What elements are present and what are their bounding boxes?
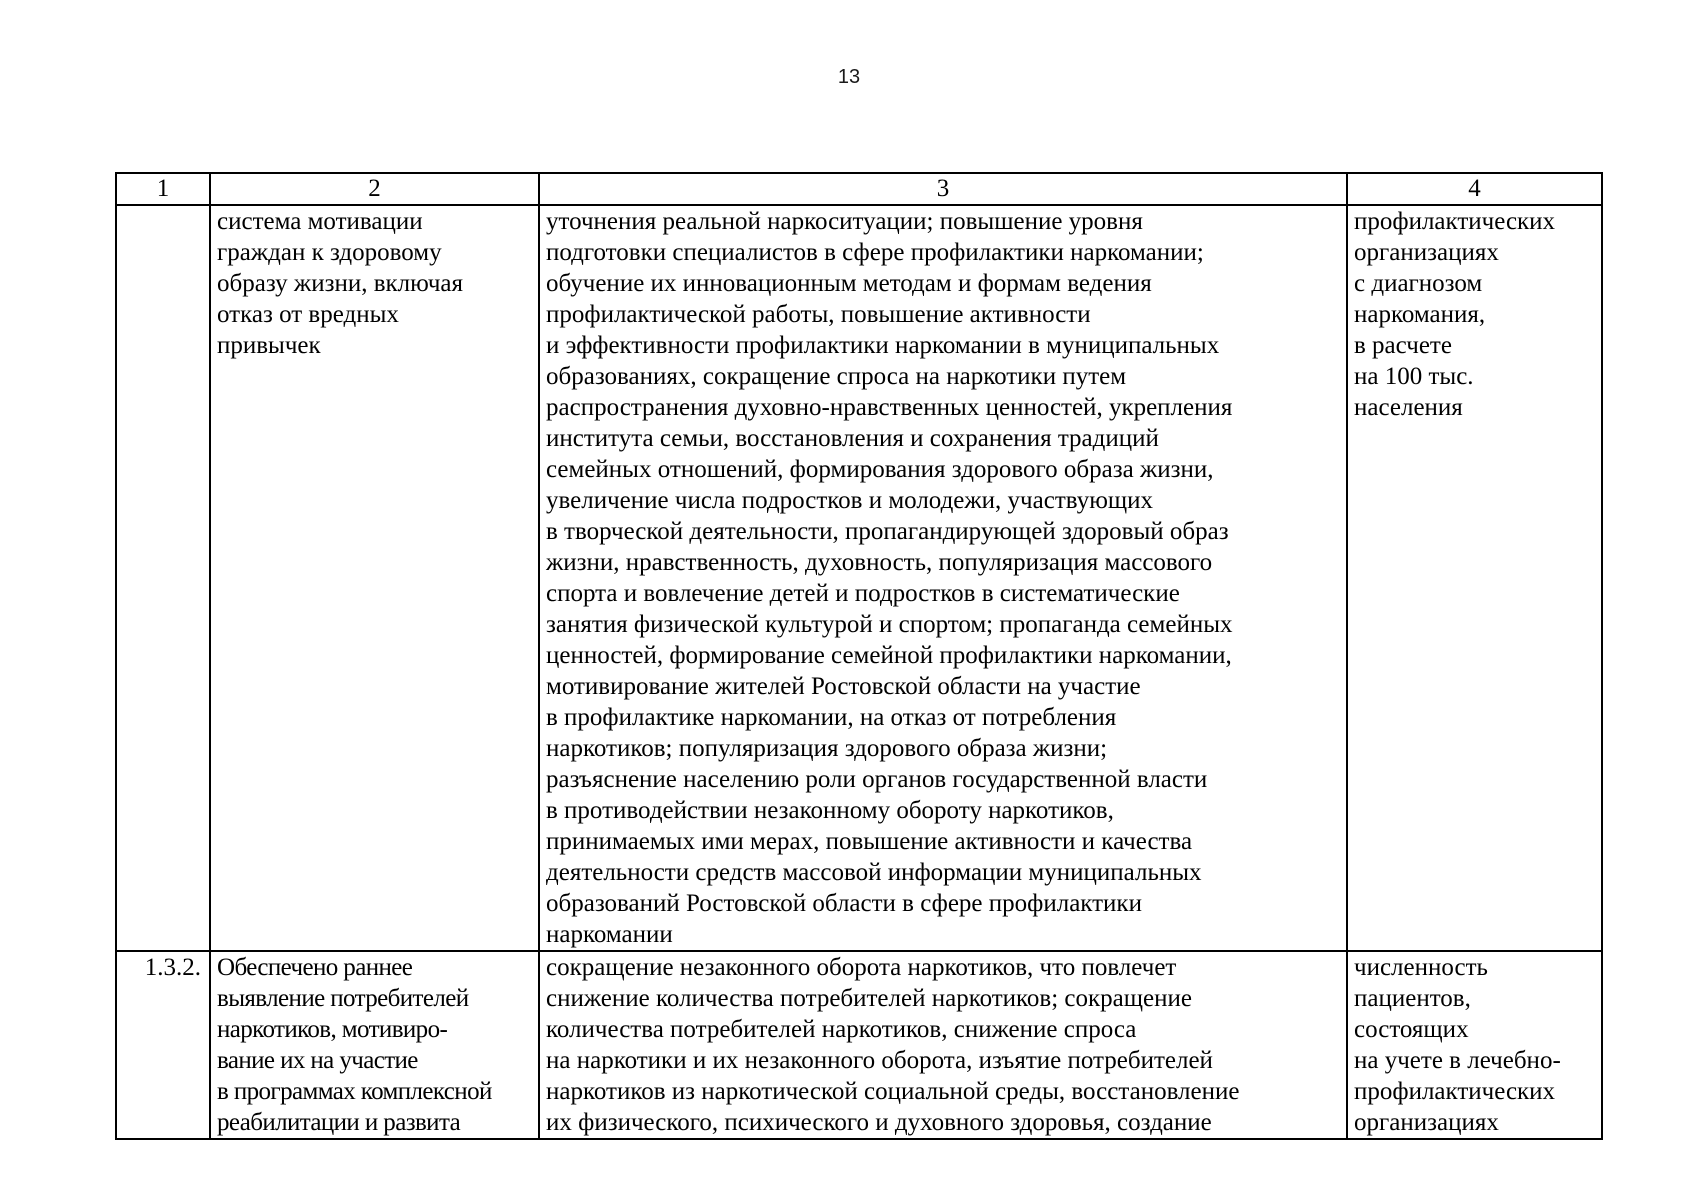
text-line: выявление потребителей [217, 985, 469, 1012]
result-cell [210, 951, 539, 1139]
text-line: образованиях, сокращение спроса на наркотики путем [546, 363, 1127, 390]
text-line: образу жизни, включая [217, 270, 464, 297]
text-line: обучение их инновационным методам и формам ведения [546, 270, 1152, 297]
text-line: на наркотики и их незаконного оборота, изъятие потребителей [546, 1047, 1213, 1074]
text-line: занятия физической культурой и спортом; пропаганда семейных [546, 611, 1233, 638]
row-number-cell: 1.3.2. [116, 951, 210, 1139]
text-line: мотивирование жителей Ростовской области на участие [546, 673, 1141, 700]
header-cell-4: 4 [1347, 173, 1602, 205]
text-line: профилактических [1354, 208, 1556, 235]
text-line: численность [1354, 954, 1488, 981]
text-line: принимаемых ими мерах, повышение активности и качества [546, 828, 1193, 855]
row-number-cell [116, 205, 210, 951]
text-line: жизни, нравственность, духовность, популяризация массового [546, 549, 1213, 576]
text-line: деятельности средств массовой информации муниципальных [546, 859, 1202, 886]
text-line: граждан к здоровому [217, 239, 442, 266]
text-line: система мотивации [217, 208, 423, 235]
text-line: Обеспечено раннее [217, 954, 413, 981]
result-cell [210, 205, 539, 951]
indicator-cell [1347, 205, 1602, 951]
header-cell-1: 1 [116, 173, 210, 205]
text-line: в расчете [1354, 332, 1452, 359]
text-line: наркомания, [1354, 301, 1486, 328]
table-header-row [116, 173, 1602, 205]
text-line: на учете в лечебно- [1354, 1047, 1561, 1074]
text-line: состоящих [1354, 1016, 1469, 1043]
text-line: увеличение числа подростков и молодежи, участвующих [546, 487, 1153, 514]
table-row [116, 951, 1602, 1139]
text-line: профилактических [1354, 1078, 1556, 1105]
text-line: привычек [217, 332, 321, 359]
text-line: пациентов, [1354, 985, 1471, 1012]
text-line: снижение количества потребителей наркотиков; сокращение [546, 985, 1192, 1012]
effect-description-cell [539, 951, 1347, 1139]
page-number: 13 [837, 66, 861, 88]
text-line: наркомании [546, 921, 673, 948]
text-line: их физического, психического и духовного здоровья, создание [546, 1109, 1212, 1136]
table-row [116, 205, 1602, 951]
text-line: подготовки специалистов в сфере профилактики наркомании; [546, 239, 1204, 266]
header-cell-3: 3 [539, 173, 1347, 205]
header-cell-2: 2 [210, 173, 539, 205]
text-line: семейных отношений, формирования здорового образа жизни, [546, 456, 1214, 483]
document-table [115, 172, 1603, 1140]
text-line: в программах комплексной [217, 1078, 492, 1105]
text-line: населения [1354, 394, 1463, 421]
text-line: в противодействии незаконному обороту наркотиков, [546, 797, 1114, 824]
text-line: реабилитации и развита [217, 1109, 461, 1136]
text-line: сокращение незаконного оборота наркотиков, что повлечет [546, 954, 1177, 981]
text-line: наркотиков, мотивиро- [217, 1016, 448, 1043]
text-line: распространения духовно-нравственных ценностей, укрепления [546, 394, 1233, 421]
text-line: образований Ростовской области в сфере профилактики [546, 890, 1142, 917]
effect-description-cell [539, 205, 1347, 951]
text-line: наркотиков из наркотической социальной среды, восстановление [546, 1078, 1240, 1105]
text-line: организациях [1354, 1109, 1499, 1136]
text-line: в профилактике наркомании, на отказ от потребления [546, 704, 1117, 731]
text-line: наркотиков; популяризация здорового образа жизни; [546, 735, 1108, 762]
text-line: института семьи, восстановления и сохранения традиций [546, 425, 1159, 452]
text-line: разъяснение населению роли органов государственной власти [546, 766, 1208, 793]
text-line: организациях [1354, 239, 1499, 266]
text-line: вание их на участие [217, 1047, 418, 1074]
indicator-cell [1347, 951, 1602, 1139]
text-line: количества потребителей наркотиков, снижение спроса [546, 1016, 1137, 1043]
text-line: в творческой деятельности, пропагандирующей здоровый образ [546, 518, 1229, 545]
text-line: и эффективности профилактики наркомании в муниципальных [546, 332, 1220, 359]
text-line: профилактической работы, повышение активности [546, 301, 1091, 328]
text-line: ценностей, формирование семейной профилактики наркомании, [546, 642, 1232, 669]
text-line: спорта и вовлечение детей и подростков в систематические [546, 580, 1180, 607]
text-line: отказ от вредных [217, 301, 399, 328]
text-line: на 100 тыс. [1354, 363, 1474, 390]
text-line: с диагнозом [1354, 270, 1483, 297]
text-line: уточнения реальной наркоситуации; повышение уровня [546, 208, 1143, 235]
